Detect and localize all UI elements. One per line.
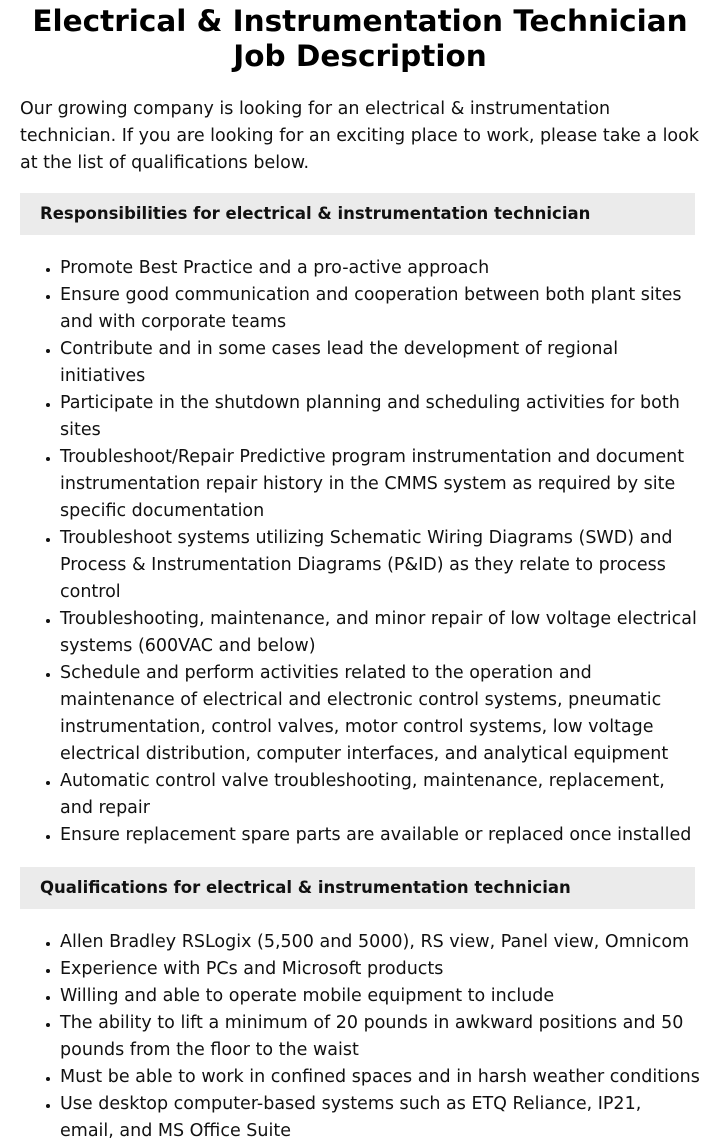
list-item: • Ensure good communication and cooperation between both plant sites and with corporate teams: [60, 282, 700, 336]
list-item: • The ability to lift a minimum of 20 pounds in awkward positions and 50 pounds from the floor to the waist: [60, 1010, 700, 1064]
list-item: • Contribute and in some cases lead the development of regional initiatives: [60, 336, 700, 390]
list-item: • Participate in the shutdown planning and scheduling activities for both sites: [60, 390, 700, 444]
list-item: • Willing and able to operate mobile equipment to include: [60, 983, 700, 1010]
qualifications-heading: Qualifications for electrical & instrumentation technician: [20, 867, 695, 909]
page-title: Electrical & Instrumentation Technician Job Description: [32, 4, 688, 73]
list-item: • Use desktop computer-based systems such as ETQ Reliance, IP21, email, and MS Office Suite: [60, 1091, 700, 1145]
qualifications-list: [20, 929, 700, 1145]
list-item: • Troubleshoot systems utilizing Schematic Wiring Diagrams (SWD) and Process & Instrumentation Diagrams (P&ID) as they relate to process control: [60, 525, 700, 606]
list-item: • Schedule and perform activities related to the operation and maintenance of electrical and electronic control systems, pneumatic instrumentation, control valves, motor control systems, low voltage electrical distribution, computer interfaces, and analytical equipment: [60, 660, 700, 768]
list-item: • Must be able to work in confined spaces and in harsh weather conditions: [60, 1064, 700, 1091]
list-item: • Ensure replacement spare parts are available or replaced once installed: [60, 822, 700, 849]
list-item: • Experience with PCs and Microsoft products: [60, 956, 700, 983]
responsibilities-heading: Responsibilities for electrical & instrumentation technician: [20, 193, 695, 235]
list-item: • Troubleshooting, maintenance, and minor repair of low voltage electrical systems (600VAC and below): [60, 606, 700, 660]
list-item: • Promote Best Practice and a pro-active approach: [60, 255, 700, 282]
list-item: • Troubleshoot/Repair Predictive program instrumentation and document instrumentation repair history in the CMMS system as required by site specific documentation: [60, 444, 700, 525]
list-item: • Automatic control valve troubleshooting, maintenance, replacement, and repair: [60, 768, 700, 822]
intro-paragraph: Our growing company is looking for an electrical & instrumentation technician. If you are looking for an exciting place to work, please take a look at the list of qualifications below.: [20, 99, 699, 173]
responsibilities-list: [20, 255, 700, 849]
list-item: • Allen Bradley RSLogix (5,500 and 5000), RS view, Panel view, Omnicom: [60, 929, 700, 956]
